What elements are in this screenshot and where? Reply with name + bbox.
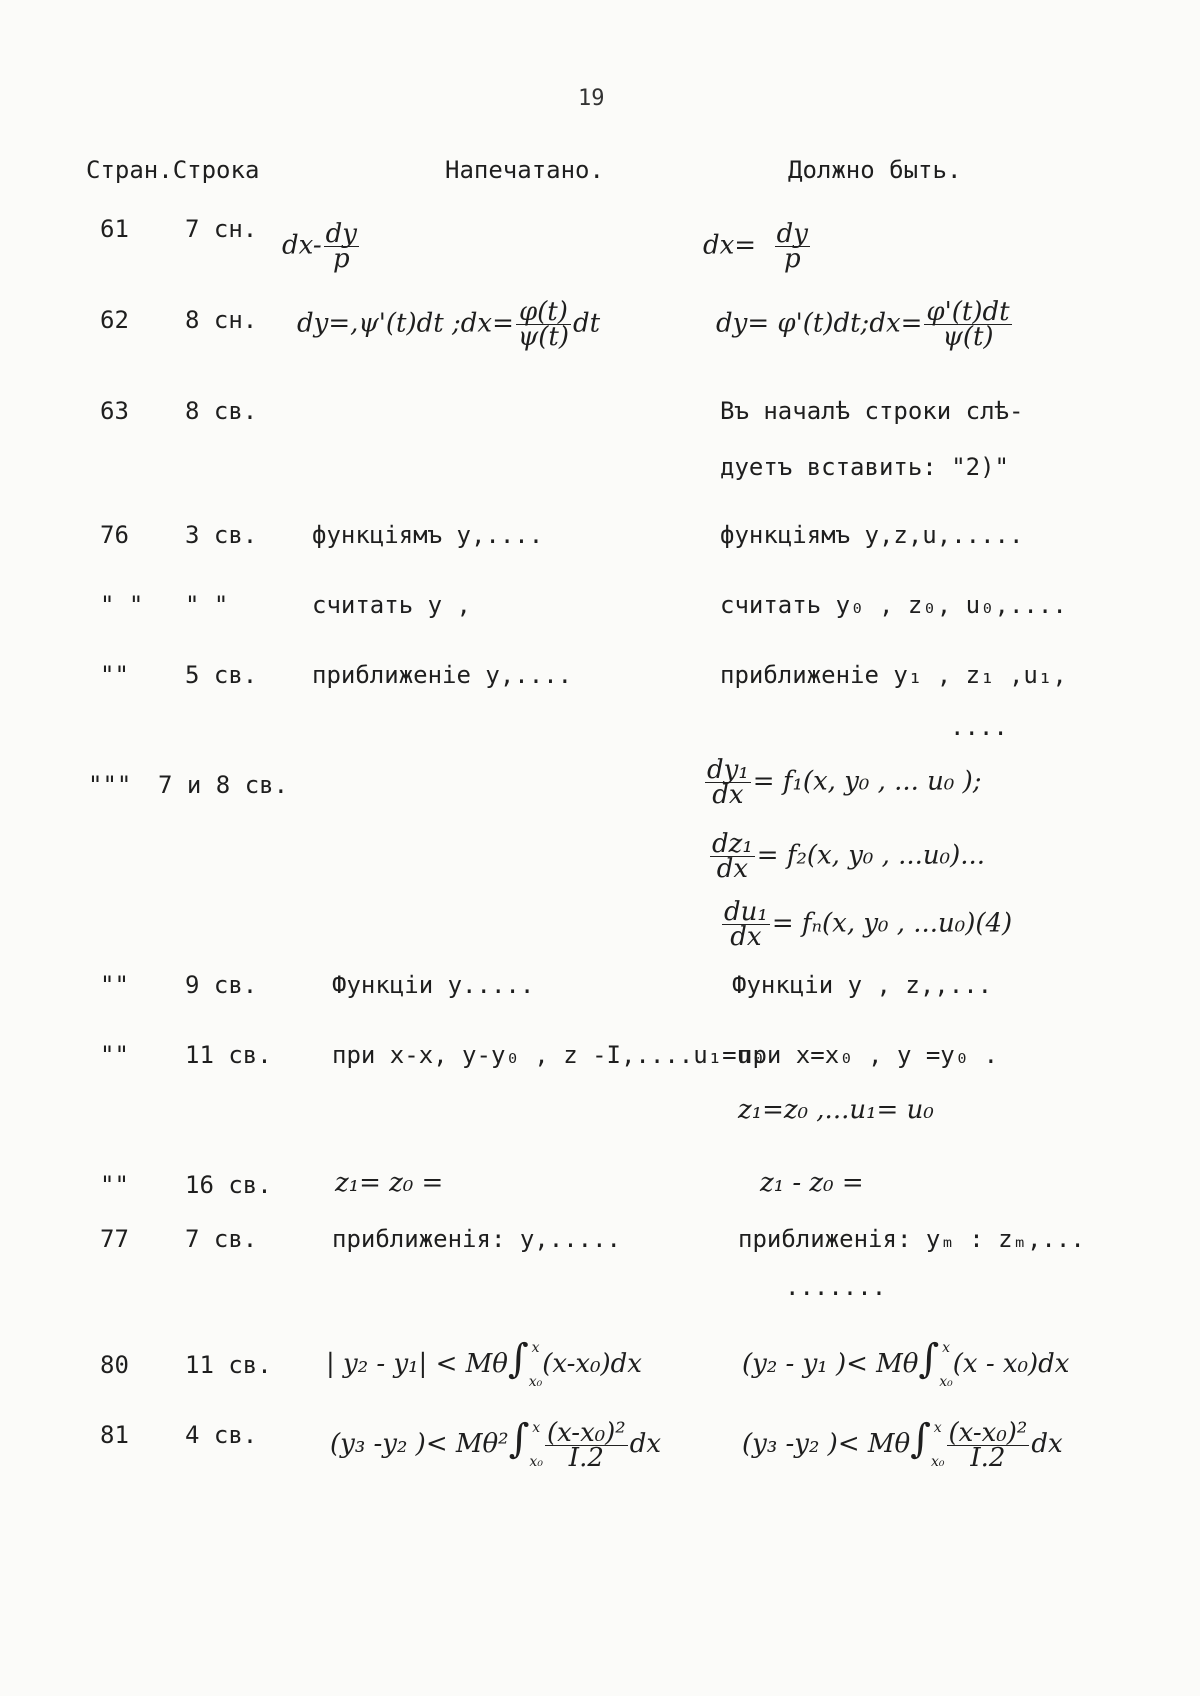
row-line: 5 св.: [185, 661, 258, 689]
row-line: 7 св.: [185, 1225, 258, 1253]
row-page: " ": [100, 591, 144, 619]
row-line: 9 св.: [185, 971, 258, 999]
row-line: 7 и 8 св.: [158, 771, 289, 799]
row-correct: при x=x₀ , y =y₀ .: [738, 1041, 999, 1069]
row-line: 11 св.: [185, 1041, 272, 1069]
row-printed: при x-x, y-y₀ , z -I,....u₁=u₀: [332, 1041, 766, 1069]
row-line: 8 сн.: [185, 306, 258, 334]
row-correct: z₁ - z₀ =: [760, 1168, 864, 1198]
row-correct: Въ началѣ строки слѣ-: [720, 397, 1024, 425]
row-page: 77: [100, 1225, 129, 1253]
row-printed: dx- $\frac{dy}{p}$: [282, 219, 357, 274]
row-line: 4 св.: [185, 1421, 258, 1449]
row-correct-cont: дуетъ вставить: "2)": [720, 453, 1009, 481]
row-printed: приближеніе y,....: [312, 661, 573, 689]
row-line: 7 сн.: [185, 215, 258, 243]
row-page: "": [100, 1041, 129, 1069]
integral-sign: ∫: [918, 1336, 940, 1382]
row-correct: приближеніе y₁ , z₁ ,u₁,: [720, 661, 1067, 689]
row-page: "": [100, 1171, 129, 1199]
header-printed: Напечатано.: [445, 156, 604, 184]
row-printed: (y₃ -y₂ )< Mθ²∫ x x₀ $\frac{\text{(x-x₀)²}}{I.2}$ dx: [330, 1416, 662, 1473]
row-page: 62: [100, 306, 129, 334]
row-printed: dy=,ψ'(t)dt ;dx= $\frac{\varphi(t)}{\psi(t)}$ dt: [297, 297, 601, 352]
header-page: Стран.Строка: [86, 156, 260, 184]
row-correct: dy= φ'(t)dt;dx= $\frac{\varphi'(t)dt}{\psi(t)}$: [716, 297, 1010, 352]
row-correct-cont: ....: [950, 713, 1008, 741]
row-page: 63: [100, 397, 129, 425]
row-correct-cont: .......: [785, 1273, 887, 1301]
row-printed: | y₂ - y₁| < Mθ∫ x x₀ (x-x₀)dx: [326, 1336, 642, 1390]
page-number: 19: [578, 86, 605, 111]
row-correct: (y₃ -y₂ )< Mθ∫ x x₀ $\frac{\text{(x-x₀)²}}{I.2}$ dx: [742, 1416, 1063, 1473]
header-should-be: Должно быть.: [788, 156, 962, 184]
row-correct-cont: z₁=z₀ ,...u₁= u₀: [738, 1095, 934, 1125]
row-line: " ": [185, 591, 229, 619]
row-printed: считать y ,: [312, 591, 471, 619]
row-line: 8 св.: [185, 397, 258, 425]
row-line: 3 св.: [185, 521, 258, 549]
integral-sign: ∫: [508, 1416, 530, 1462]
row-correct: $\frac{\text{dy₁}}{dx}$ = f₁(x, y₀ , ... u₀ );: [707, 755, 982, 810]
row-page: 81: [100, 1421, 129, 1449]
row-line: 11 св.: [185, 1351, 272, 1379]
row-printed: z₁= z₀ =: [335, 1168, 444, 1198]
integral-sign: ∫: [507, 1336, 529, 1382]
row-page: """: [88, 771, 132, 799]
row-correct: функціямъ y,z,u,.....: [720, 521, 1024, 549]
row-line: 16 св.: [185, 1171, 272, 1199]
row-page: 61: [100, 215, 129, 243]
row-correct: (y₂ - y₁ )< Mθ∫ x x₀ (x - x₀)dx: [742, 1336, 1070, 1390]
row-correct-cont: $\frac{\text{dz₁}}{dx}$ = f₂(x, y₀ , ...u₀)...: [712, 829, 986, 884]
row-printed: функціямъ y,....: [312, 521, 544, 549]
row-page: "": [100, 661, 129, 689]
integral-sign: ∫: [910, 1416, 931, 1462]
row-page: 76: [100, 521, 129, 549]
row-correct: считать y₀ , z₀, u₀,....: [720, 591, 1067, 619]
row-correct: Функціи y , z,,...: [732, 971, 993, 999]
row-printed: Функціи y.....: [332, 971, 535, 999]
row-correct-cont: $\frac{\text{du₁}}{dx}$ = fₙ(x, y₀ , ...u₀)(4): [724, 897, 1013, 952]
row-correct: приближенія: yₘ : zₘ,...: [738, 1225, 1085, 1253]
row-page: 80: [100, 1351, 129, 1379]
row-correct: dx= $\frac{dy}{p}$: [703, 219, 808, 274]
row-printed: приближенія: y,.....: [332, 1225, 621, 1253]
row-page: "": [100, 971, 129, 999]
